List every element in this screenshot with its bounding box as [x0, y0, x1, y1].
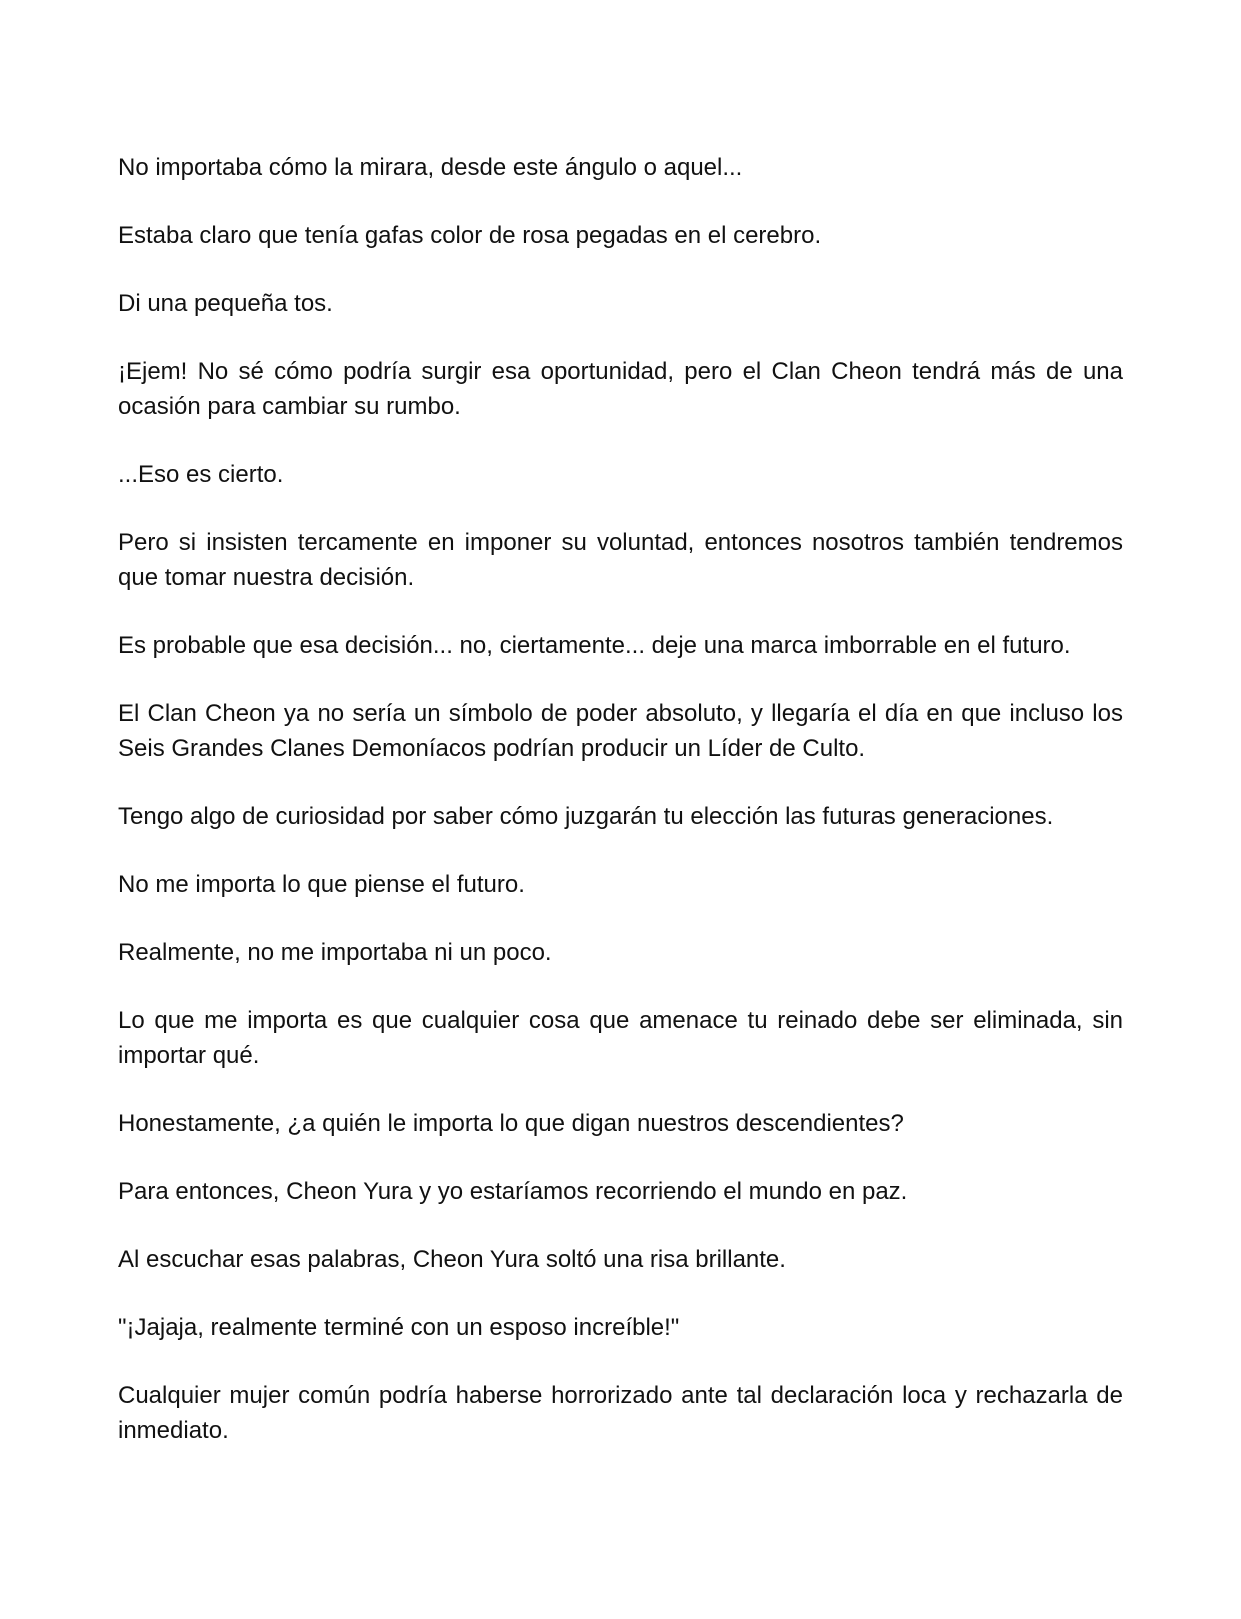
paragraph: Pero si insisten tercamente en imponer su voluntad, entonces nosotros también tendremos que tomar nuestra decisión. [118, 529, 1123, 591]
paragraph: Para entonces, Cheon Yura y yo estaríamos recorriendo el mundo en paz. [118, 1178, 908, 1205]
document-body [118, 150, 1123, 1481]
paragraph: "¡Jajaja, realmente terminé con un esposo increíble!" [118, 1314, 680, 1341]
paragraph: Tengo algo de curiosidad por saber cómo juzgarán tu elección las futuras generaciones. [118, 803, 1054, 830]
paragraph: ...Eso es cierto. [118, 461, 284, 488]
paragraph: Di una pequeña tos. [118, 290, 333, 317]
paragraph: El Clan Cheon ya no sería un símbolo de poder absoluto, y llegaría el día en que incluso los Seis Grandes Clanes Demoníacos podrían producir un Líder de Culto. [118, 700, 1123, 762]
paragraph: No importaba cómo la mirara, desde este ángulo o aquel... [118, 154, 743, 181]
paragraph: Al escuchar esas palabras, Cheon Yura soltó una risa brillante. [118, 1246, 786, 1273]
paragraph: Cualquier mujer común podría haberse horrorizado ante tal declaración loca y rechazarla de inmediato. [118, 1382, 1123, 1444]
paragraph: ¡Ejem! No sé cómo podría surgir esa oportunidad, pero el Clan Cheon tendrá más de una ocasión para cambiar su rumbo. [118, 358, 1123, 420]
paragraph: Honestamente, ¿a quién le importa lo que digan nuestros descendientes? [118, 1110, 904, 1137]
paragraph: No me importa lo que piense el futuro. [118, 871, 525, 898]
paragraph: Es probable que esa decisión... no, ciertamente... deje una marca imborrable en el futuro. [118, 632, 1071, 659]
paragraph: Lo que me importa es que cualquier cosa que amenace tu reinado debe ser eliminada, sin importar qué. [118, 1007, 1123, 1069]
paragraph: Estaba claro que tenía gafas color de rosa pegadas en el cerebro. [118, 222, 822, 249]
paragraph: Realmente, no me importaba ni un poco. [118, 939, 552, 966]
